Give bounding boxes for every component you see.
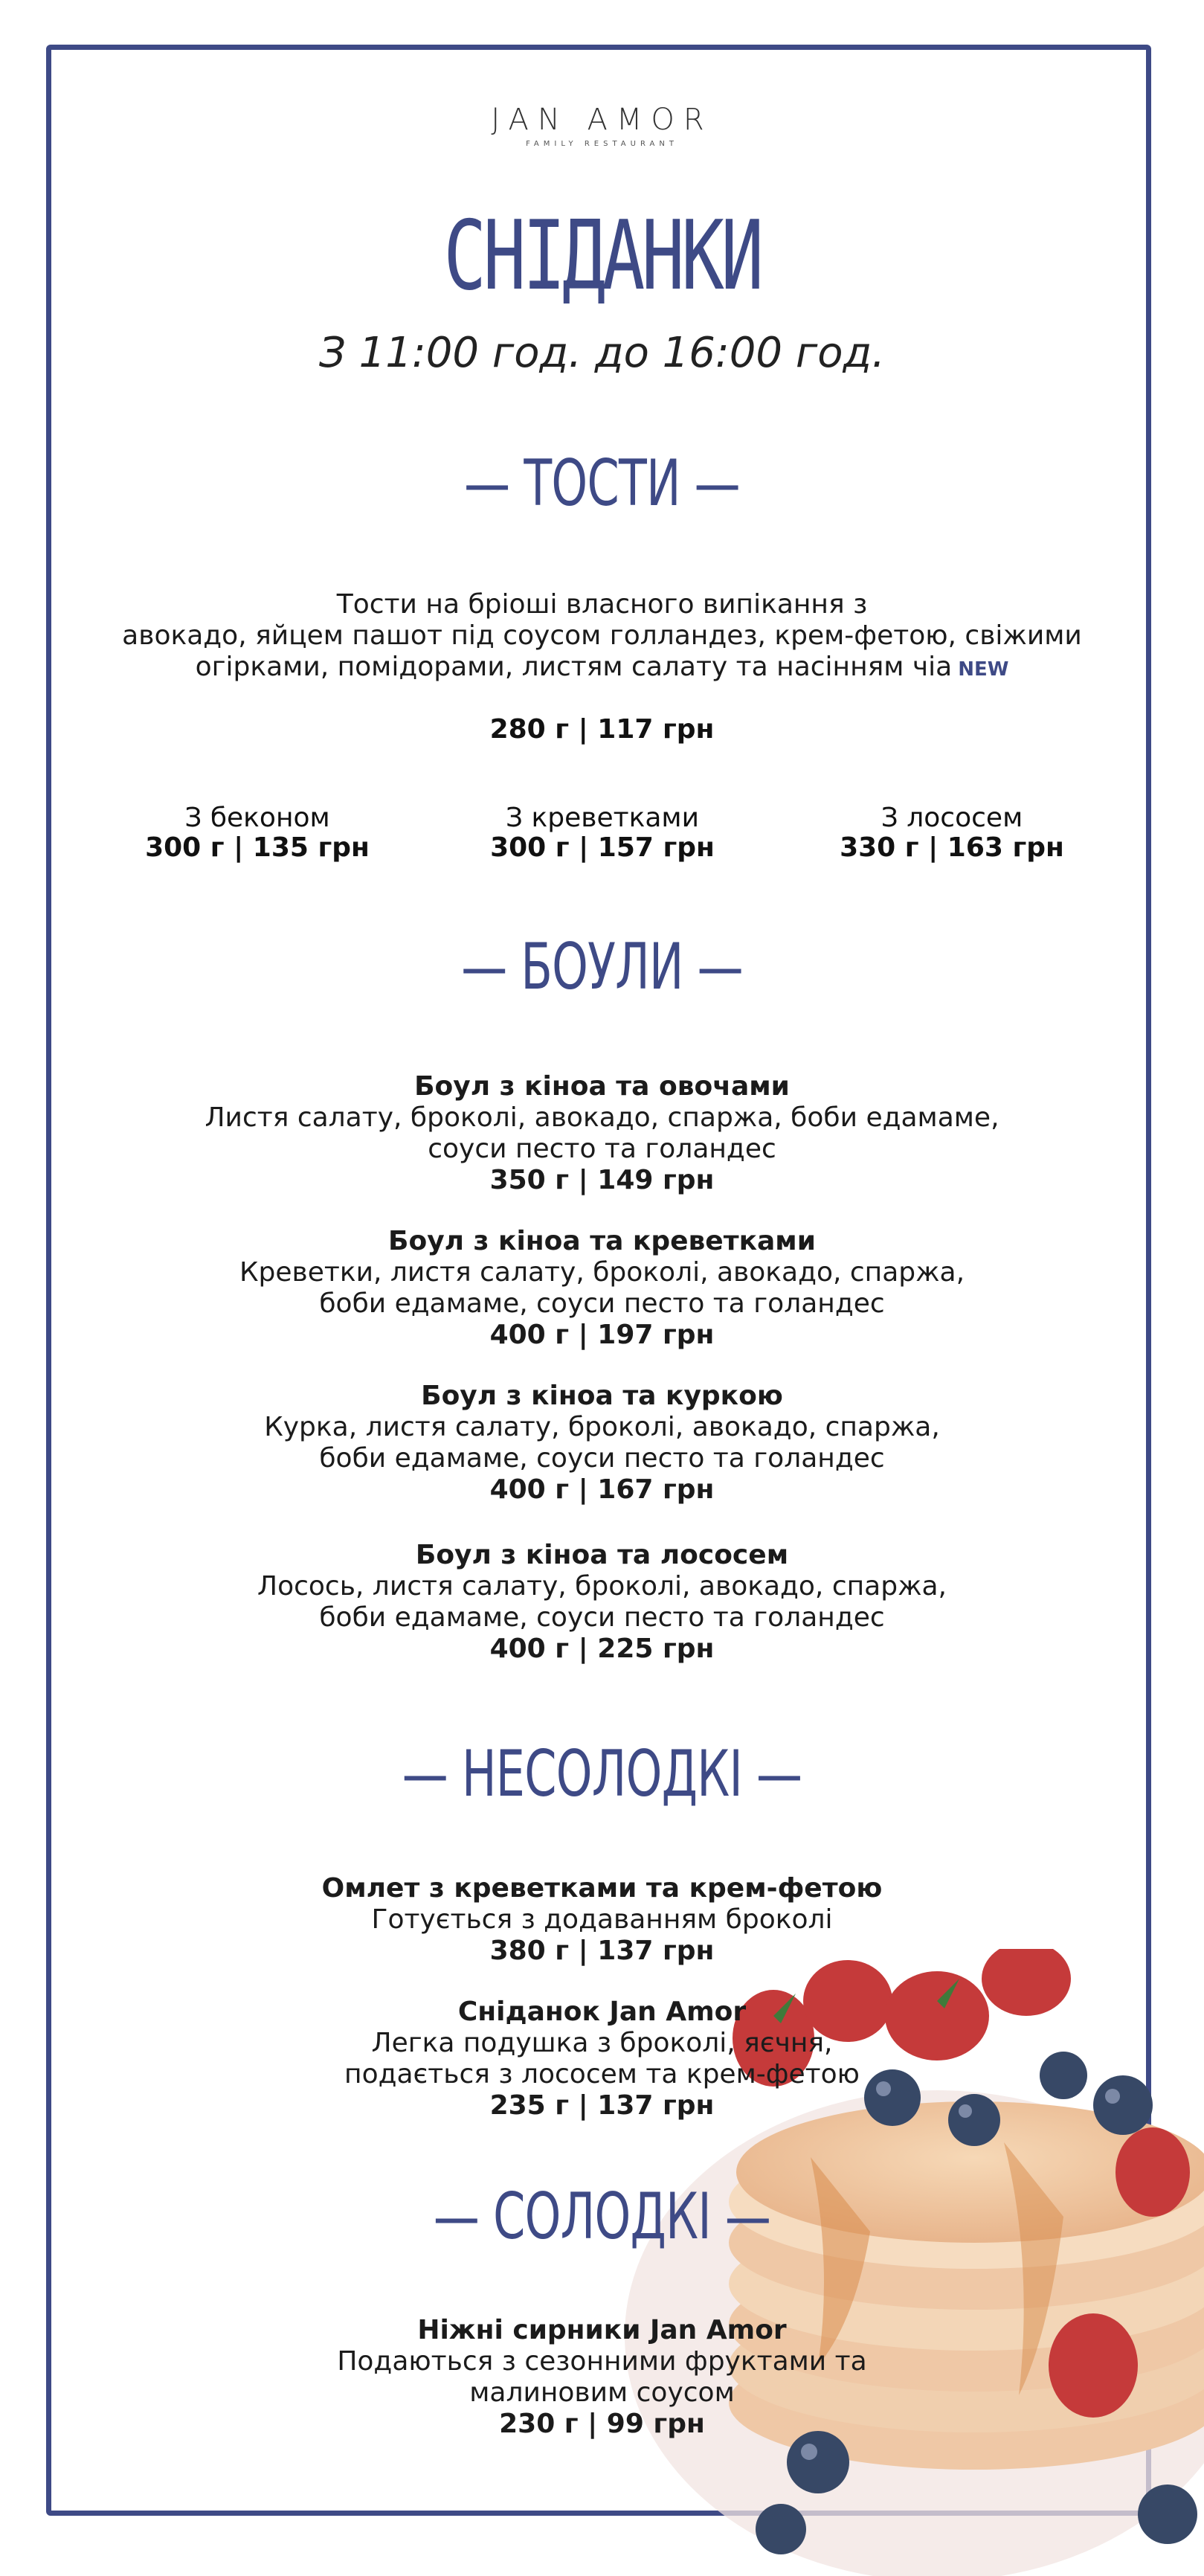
toast-variant-price: 300 г | 135 грн xyxy=(145,832,370,863)
toast-variant xyxy=(109,803,406,863)
hours-subtitle: З 11:00 год. до 16:00 год. xyxy=(318,329,886,377)
toasts-description xyxy=(0,589,1204,685)
menu-item-name: Боул з кіноа та куркою xyxy=(421,1381,783,1411)
toasts-description-line-text: огірками, помідорами, листям салату та насінням чіа xyxy=(195,652,953,682)
section-heading-savory: — НЕСОЛОДКІ — xyxy=(402,1737,802,1811)
menu-item-price: 400 г | 197 грн xyxy=(489,1320,715,1350)
menu-item-description: Легка подушка з броколі, яєчня, xyxy=(371,2028,833,2058)
toasts-description-line xyxy=(0,652,1204,685)
menu-item xyxy=(0,1381,1204,1506)
menu-item-price: 380 г | 137 грн xyxy=(489,1936,715,1966)
new-badge: NEW xyxy=(958,658,1009,681)
menu-item-description: Креветки, листя салату, броколі, авокадо, спаржа, xyxy=(239,1257,965,1288)
logo-tagline: FAMILY RESTAURANT xyxy=(526,140,678,148)
menu-item xyxy=(0,1997,1204,2121)
menu-item-description: Курка, листя салату, броколі, авокадо, спаржа, xyxy=(264,1412,940,1442)
menu-item-description: Лосось, листя салату, броколі, авокадо, спаржа, xyxy=(257,1571,947,1602)
menu-item-name: Ніжні сирники Jan Amor xyxy=(417,2315,787,2345)
logo-name: JAN AMOR xyxy=(491,103,713,137)
menu-item-name: Боул з кіноа та лососем xyxy=(415,1540,789,1570)
menu-item-description: боби едамаме, соуси песто та голандес xyxy=(319,1288,885,1319)
menu-item xyxy=(0,1226,1204,1351)
toast-variant xyxy=(454,803,751,863)
section-heading-sweet: — СОЛОДКІ — xyxy=(433,2180,771,2254)
menu-item-description: Подаються з сезонними фруктами та xyxy=(337,2346,867,2377)
menu-item xyxy=(0,2315,1204,2440)
menu-item-price: 235 г | 137 грн xyxy=(489,2090,715,2121)
toast-variant-price: 330 г | 163 грн xyxy=(840,832,1064,863)
menu-item xyxy=(0,1540,1204,1665)
toasts-description-line: авокадо, яйцем пашот під соусом голландез, крем-фетою, свіжими xyxy=(122,620,1082,651)
menu-item-name: Сніданок Jan Amor xyxy=(457,1997,747,2027)
toast-variant xyxy=(803,803,1101,863)
toasts-base-price: 280 г | 117 грн xyxy=(489,714,715,745)
menu-item-description: Готується з додаванням броколі xyxy=(371,1904,833,1935)
toasts-description-line: Тости на бріоші власного випікання з xyxy=(336,589,868,620)
toast-variant-name: З беконом xyxy=(184,803,330,833)
toast-variant-name: З лососем xyxy=(881,803,1023,833)
menu-item-description: Листя салату, броколі, авокадо, спаржа, боби едамаме, xyxy=(205,1102,999,1133)
toast-variant-price: 300 г | 157 грн xyxy=(490,832,715,863)
menu-item xyxy=(0,1071,1204,1196)
menu-item-price: 350 г | 149 грн xyxy=(489,1165,715,1195)
menu-item xyxy=(0,1873,1204,1967)
menu-item-description: соуси песто та голандес xyxy=(428,1134,776,1164)
section-heading-bowls: — БОУЛИ — xyxy=(461,930,743,1004)
menu-item-description: подається з лососем та крем-фетою xyxy=(344,2059,860,2090)
restaurant-logo xyxy=(0,103,1204,177)
menu-item-description: малиновим соусом xyxy=(469,2377,735,2408)
menu-item-description: боби едамаме, соуси песто та голандес xyxy=(319,1602,885,1633)
menu-item-name: Боул з кіноа та креветками xyxy=(388,1226,816,1256)
menu-item-description: боби едамаме, соуси песто та голандес xyxy=(319,1443,885,1474)
section-heading-toasts: — ТОСТИ — xyxy=(464,446,740,521)
menu-item-name: Боул з кіноа та овочами xyxy=(414,1071,790,1102)
toast-variant-name: З креветками xyxy=(506,803,699,833)
menu-item-price: 400 г | 167 грн xyxy=(489,1474,715,1505)
menu-item-price: 230 г | 99 грн xyxy=(499,2409,705,2439)
page-title: СНІДАНКИ xyxy=(443,201,761,312)
menu-item-name: Омлет з креветками та крем-фетою xyxy=(321,1873,883,1904)
menu-item-price: 400 г | 225 грн xyxy=(489,1634,715,1664)
